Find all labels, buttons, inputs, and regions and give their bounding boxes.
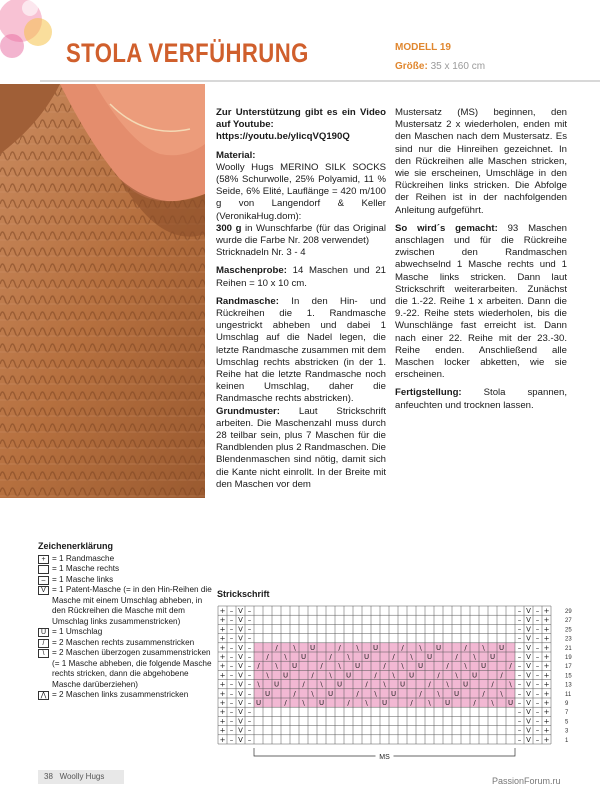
chart-stitch-symbol: + <box>219 717 226 726</box>
chart-stitch-symbol: V <box>238 662 243 671</box>
chart-row-number: 5 <box>565 719 569 726</box>
chart-stitch-symbol: \ <box>347 653 350 661</box>
chart-stitch-symbol: / <box>428 680 431 689</box>
chart-stitch-symbol: – <box>517 643 522 652</box>
legend-item <box>38 585 214 627</box>
chart-stitch-symbol: \ <box>473 653 476 661</box>
legend-text: = 2 Maschen überzogen zusammenstricken (= 1 Masche abheben, die folgende Masche rechts stricken, dann die abgehobene Masche darüberziehen) <box>52 648 212 689</box>
chart-stitch-symbol: \ <box>320 680 323 689</box>
chart-stitch-symbol: + <box>219 699 226 707</box>
symbol-legend <box>38 541 214 701</box>
chart-stitch-symbol: V <box>238 699 243 707</box>
model-number: MODELL 19 <box>395 42 451 53</box>
instruction-column-2 <box>395 107 567 418</box>
edge-text: In den Hin- und Rückreihen die 1. Randmasche ungestrickt abheben und dabei 1 Umschlag auf die Nadel legen, die letzte Randmasche zusammen mit dem Umschlag rechts abstricken (in der 1. Reihe hat die letzte Randmasche noch keinen Umschlag, daher die Randmasche rechts abstricken). <box>216 295 386 405</box>
chart-stitch-symbol: – <box>517 699 522 707</box>
chart-stitch-symbol: U <box>318 699 325 707</box>
chart-stitch-symbol: / <box>482 689 485 698</box>
chart-stitch-symbol: V <box>526 625 531 634</box>
chart-row-number: 11 <box>565 691 572 698</box>
knit-stitch-icon <box>38 565 49 574</box>
chart-stitch-symbol: V <box>238 671 243 680</box>
chart-stitch-symbol: – <box>229 699 234 707</box>
chart-stitch-symbol: V <box>526 699 531 707</box>
chart-stitch-symbol: – <box>535 662 540 671</box>
knitting-chart <box>216 604 586 764</box>
chart-stitch-symbol: – <box>535 726 540 735</box>
edge-stitch-icon: + <box>38 555 49 564</box>
size-value: 35 x 160 cm <box>430 61 486 72</box>
chart-stitch-symbol: V <box>526 735 531 744</box>
chart-stitch-symbol: / <box>374 671 377 680</box>
chart-stitch-symbol: / <box>419 689 422 698</box>
legend-item <box>38 564 214 575</box>
chart-row-number: 7 <box>565 710 569 717</box>
chart-stitch-symbol: + <box>219 625 226 634</box>
chart-stitch-symbol: V <box>526 708 531 717</box>
chart-stitch-symbol: \ <box>509 680 512 689</box>
chart-stitch-symbol: U <box>471 671 478 680</box>
chart-stitch-symbol: U <box>417 662 424 671</box>
chart-stitch-symbol: U <box>309 643 316 652</box>
chart-stitch-symbol: / <box>365 680 368 689</box>
chart-stitch-symbol: U <box>372 643 379 652</box>
chart-stitch-symbol: / <box>437 671 440 680</box>
chart-stitch-symbol: V <box>238 708 243 717</box>
chart-stitch-symbol: – <box>229 625 234 634</box>
chart-stitch-symbol: U <box>327 689 334 698</box>
chart-stitch-symbol: – <box>247 634 252 643</box>
edge-heading: Randmasche: <box>216 295 279 307</box>
chart-stitch-symbol: \ <box>464 662 467 671</box>
chart-stitch-symbol: V <box>238 735 243 744</box>
chart-stitch-symbol: V <box>526 616 531 625</box>
legend-item <box>38 554 214 565</box>
chart-stitch-symbol: \ <box>257 680 260 689</box>
page-footer <box>38 770 124 784</box>
chart-stitch-symbol: \ <box>383 680 386 689</box>
purl-stitch-icon: – <box>38 576 49 585</box>
chart-stitch-symbol: – <box>247 680 252 689</box>
chart-stitch-symbol: – <box>247 708 252 717</box>
chart-stitch-symbol: V <box>238 726 243 735</box>
chart-stitch-symbol: / <box>347 699 350 707</box>
chart-row-number: 21 <box>565 645 572 652</box>
chart-stitch-symbol: – <box>535 634 540 643</box>
chart-stitch-symbol: – <box>229 680 234 689</box>
chart-stitch-symbol: – <box>535 607 540 615</box>
yarn-text: in Wunschfarbe (für das Original wurde die Farbe Nr. 208 verwendet) <box>216 222 386 247</box>
chart-stitch-symbol: V <box>526 680 531 689</box>
chart-row-number: 25 <box>565 627 572 634</box>
chart-stitch-symbol: – <box>517 616 522 625</box>
chart-stitch-symbol: U <box>480 662 487 671</box>
chart-stitch-symbol: – <box>535 680 540 689</box>
chart-stitch-symbol: – <box>517 708 522 717</box>
legend-item <box>38 575 214 586</box>
legend-text: = 2 Maschen links zusammenstricken <box>52 690 189 699</box>
chart-stitch-symbol: / <box>302 680 305 689</box>
chart-stitch-symbol: / <box>275 643 278 652</box>
watercolor-splash-icon <box>0 0 70 80</box>
page-title: STOLA VERFÜHRUNG <box>66 38 309 68</box>
ms-label: MS <box>379 754 390 761</box>
chart-row-number: 15 <box>565 673 572 680</box>
chart-row-number: 17 <box>565 664 572 671</box>
chart-stitch-symbol: U <box>264 689 271 698</box>
chart-stitch-symbol: – <box>229 616 234 625</box>
chart-stitch-symbol: + <box>219 735 226 744</box>
chart-stitch-symbol: V <box>526 671 531 680</box>
chart-stitch-symbol: V <box>526 653 531 661</box>
chart-stitch-symbol: / <box>266 653 269 661</box>
chart-stitch-symbol: + <box>219 634 226 643</box>
chart-stitch-symbol: – <box>229 708 234 717</box>
chart-stitch-symbol: – <box>535 717 540 726</box>
chart-stitch-symbol: – <box>247 643 252 652</box>
gauge-heading: Maschenprobe: <box>216 265 287 277</box>
chart-stitch-symbol: – <box>229 653 234 661</box>
chart-stitch-symbol: + <box>219 662 226 671</box>
size-info <box>395 61 485 72</box>
howto-text: 93 Maschen anschlagen und für die Rückreihe zwischen den Randmaschen abwechselnd 1 Masche rechts und 1 Masche links stricken. Dann laut Strickschrift weiterarbeiten. Zunächst die 1.-22. Reihe 1 x arbeiten. Dann die 9.-22. Reihe stets wiederholen, bis die Wunschlänge fast erreicht ist. Dann nach einer 22. Reihe mit der 23.-30. Reihe enden. Anschließend alle Maschen locker abketten, wie sie erscheinen. <box>395 222 567 381</box>
chart-row-number: 13 <box>565 682 572 689</box>
chart-stitch-symbol: V <box>238 717 243 726</box>
chart-stitch-symbol: U <box>345 671 352 680</box>
chart-stitch-symbol: – <box>247 662 252 671</box>
chart-stitch-symbol: + <box>543 643 550 652</box>
chart-stitch-symbol: U <box>390 689 397 698</box>
chart-stitch-symbol: U <box>444 699 451 707</box>
chart-stitch-symbol: V <box>238 680 243 689</box>
chart-stitch-symbol: \ <box>266 671 269 680</box>
chart-stitch-symbol: \ <box>293 643 296 652</box>
chart-stitch-symbol: + <box>543 625 550 634</box>
chart-stitch-symbol: U <box>462 680 469 689</box>
chart-stitch-symbol: – <box>247 699 252 707</box>
pattern-continued: Mustersatz (MS) beginnen, den Mustersatz 2 x wiederholen, enden mit den Maschen nach dem Mustersatz. Es sind nur die Hinreihen gezeichnet. In den Rückreihen alle Maschen stricken, wie sie erscheinen, Umschläge in den Rückreihen links stricken. Die Abfolge der Reihen ist in der nachfolgenden Anleitung aufgeführt. <box>395 107 567 216</box>
chart-stitch-symbol: \ <box>482 643 485 652</box>
chart-stitch-symbol: + <box>543 726 550 735</box>
chart-stitch-symbol: \ <box>302 699 305 707</box>
chart-stitch-symbol: \ <box>392 671 395 680</box>
legend-title: Zeichenerklärung <box>38 541 114 551</box>
chart-stitch-symbol: – <box>517 653 522 661</box>
chart-stitch-symbol: – <box>535 699 540 707</box>
chart-stitch-symbol: – <box>517 680 522 689</box>
chart-stitch-symbol: – <box>517 634 522 643</box>
chart-stitch-symbol: / <box>383 662 386 671</box>
chart-stitch-symbol: – <box>229 671 234 680</box>
chart-stitch-symbol: \ <box>356 643 359 652</box>
chart-stitch-symbol: – <box>517 625 522 634</box>
chart-stitch-symbol: / <box>410 699 413 707</box>
pattern-heading: Grundmuster: <box>216 405 280 417</box>
chart-stitch-symbol: \ <box>419 643 422 652</box>
chart-stitch-symbol: / <box>284 699 287 707</box>
ssk-icon: \ <box>38 649 49 658</box>
chart-stitch-symbol: – <box>517 735 522 744</box>
chart-stitch-symbol: / <box>392 653 395 661</box>
chart-stitch-symbol: \ <box>374 689 377 698</box>
watermark: PassionForum.ru <box>492 776 561 786</box>
material-text: Woolly Hugs MERINO SILK SOCKS (58% Schurwolle, 25% Polyamid, 11 % Seide, 6% Elité, Lauflänge = 420 m/100 g von Langendorf & Keller (VeronikaHug.dom): <box>216 161 386 222</box>
instruction-column-1 <box>216 107 386 497</box>
chart-stitch-symbol: \ <box>311 689 314 698</box>
chart-stitch-symbol: + <box>219 689 226 698</box>
chart-stitch-symbol: \ <box>338 662 341 671</box>
chart-stitch-symbol: \ <box>428 699 431 707</box>
chart-stitch-symbol: – <box>517 607 522 615</box>
chart-stitch-symbol: – <box>535 689 540 698</box>
chart-stitch-symbol: – <box>247 689 252 698</box>
chart-stitch-symbol: – <box>535 616 540 625</box>
chart-stitch-symbol: – <box>229 607 234 615</box>
chart-stitch-symbol: \ <box>410 653 413 661</box>
chart-stitch-symbol: / <box>311 671 314 680</box>
chart-row-number: 27 <box>565 618 572 625</box>
chart-stitch-symbol: – <box>247 653 252 661</box>
chart-stitch-symbol: / <box>473 699 476 707</box>
chart-stitch-symbol: – <box>247 616 252 625</box>
chart-stitch-symbol: + <box>219 643 226 652</box>
chart-stitch-symbol: + <box>543 708 550 717</box>
legend-item <box>38 627 214 638</box>
chart-stitch-symbol: U <box>453 689 460 698</box>
chart-row-number: 19 <box>565 655 572 661</box>
chart-stitch-symbol: \ <box>437 689 440 698</box>
material-heading: Material: <box>216 149 256 161</box>
legend-item <box>38 690 214 701</box>
chart-stitch-symbol: – <box>535 735 540 744</box>
chart-stitch-symbol: V <box>526 662 531 671</box>
chart-row-number: 1 <box>565 737 569 744</box>
chart-stitch-symbol: U <box>399 680 406 689</box>
chart-stitch-symbol: + <box>219 616 226 625</box>
p2tog-icon: ⋀ <box>38 691 49 700</box>
chart-stitch-symbol: – <box>535 625 540 634</box>
chart-stitch-symbol: + <box>219 607 226 615</box>
chart-stitch-symbol: U <box>426 653 433 661</box>
chart-stitch-symbol: U <box>273 680 280 689</box>
patent-stitch-icon: V <box>38 586 49 595</box>
chart-stitch-symbol: – <box>247 671 252 680</box>
legend-item <box>38 648 214 690</box>
chart-stitch-symbol: + <box>219 708 226 717</box>
chart-stitch-symbol: U <box>435 643 442 652</box>
chart-stitch-symbol: + <box>543 680 550 689</box>
chart-stitch-symbol: U <box>336 680 343 689</box>
chart-stitch-symbol: / <box>329 653 332 661</box>
chart-stitch-symbol: + <box>543 616 550 625</box>
legend-text: = 1 Umschlag <box>52 627 103 636</box>
chart-stitch-symbol: \ <box>500 689 503 698</box>
video-intro: Zur Unterstützung gibt es ein Video auf Youtube: <box>216 107 386 131</box>
chart-stitch-symbol: U <box>300 653 307 661</box>
chart-row-number: 9 <box>565 701 569 707</box>
chart-stitch-symbol: V <box>238 634 243 643</box>
chart-stitch-symbol: \ <box>329 671 332 680</box>
chart-stitch-symbol: / <box>500 671 503 680</box>
chart-stitch-symbol: U <box>255 699 262 707</box>
chart-title: Strickschrift <box>217 589 270 599</box>
chart-stitch-symbol: + <box>543 653 550 661</box>
chart-stitch-symbol: + <box>543 671 550 680</box>
chart-stitch-symbol: – <box>229 726 234 735</box>
chart-stitch-symbol: – <box>247 717 252 726</box>
chart-stitch-symbol: / <box>455 653 458 661</box>
video-link[interactable]: https://youtu.be/ylicqVQ190Q <box>216 131 350 143</box>
chart-stitch-symbol: – <box>229 634 234 643</box>
chart-stitch-symbol: – <box>517 726 522 735</box>
chart-stitch-symbol: V <box>526 726 531 735</box>
chart-stitch-symbol: U <box>363 653 370 661</box>
chart-stitch-symbol: U <box>354 662 361 671</box>
chart-stitch-symbol: V <box>526 607 531 615</box>
yarn-over-icon: U <box>38 628 49 637</box>
chart-stitch-symbol: – <box>517 689 522 698</box>
chart-stitch-symbol: + <box>219 653 226 661</box>
chart-stitch-symbol: V <box>238 643 243 652</box>
chart-stitch-symbol: / <box>356 689 359 698</box>
chart-stitch-symbol: \ <box>365 699 368 707</box>
chart-stitch-symbol: + <box>219 671 226 680</box>
chart-stitch-symbol: – <box>517 717 522 726</box>
needles-text: Stricknadeln Nr. 3 - 4 <box>216 247 306 259</box>
header-divider <box>40 80 600 82</box>
chart-stitch-symbol: – <box>535 653 540 661</box>
chart-stitch-symbol: / <box>446 662 449 671</box>
chart-stitch-symbol: V <box>526 717 531 726</box>
chart-stitch-symbol: – <box>535 708 540 717</box>
chart-stitch-symbol: U <box>291 662 298 671</box>
chart-stitch-symbol: / <box>401 643 404 652</box>
chart-stitch-symbol: – <box>229 643 234 652</box>
chart-stitch-symbol: – <box>535 643 540 652</box>
chart-stitch-symbol: – <box>517 671 522 680</box>
chart-stitch-symbol: + <box>543 662 550 671</box>
chart-stitch-symbol: / <box>509 662 512 671</box>
chart-stitch-symbol: – <box>229 689 234 698</box>
legend-text: = 1 Masche links <box>52 574 114 584</box>
chart-stitch-symbol: + <box>543 634 550 643</box>
chart-stitch-symbol: – <box>247 735 252 744</box>
chart-stitch-symbol: / <box>491 680 494 689</box>
chart-stitch-symbol: V <box>238 689 243 698</box>
chart-stitch-symbol: + <box>543 607 550 615</box>
chart-stitch-symbol: + <box>543 699 550 707</box>
chart-stitch-symbol: U <box>489 653 496 661</box>
chart-stitch-symbol: / <box>338 643 341 652</box>
chart-stitch-symbol: – <box>229 662 234 671</box>
chart-stitch-symbol: V <box>238 616 243 625</box>
yarn-amount: 300 g <box>216 222 242 234</box>
chart-stitch-symbol: V <box>238 653 243 661</box>
k2tog-icon: / <box>38 639 49 648</box>
legend-text: = 2 Maschen rechts zusammenstricken <box>52 637 195 647</box>
chart-stitch-symbol: / <box>464 643 467 652</box>
chart-stitch-symbol: – <box>535 671 540 680</box>
chart-stitch-symbol: V <box>526 689 531 698</box>
legend-text: = 1 Patent-Masche (= in den Hin-Reihen die Masche mit einem Umschlag abheben, in den Rückreihen die Masche mit dem Umschlag links zusammenstricken) <box>52 585 212 626</box>
chart-stitch-symbol: / <box>257 662 260 671</box>
chart-stitch-symbol: + <box>219 680 226 689</box>
chart-stitch-symbol: U <box>498 643 505 652</box>
chart-stitch-symbol: \ <box>284 653 287 661</box>
legend-text: = 1 Randmasche <box>52 553 115 563</box>
chart-stitch-symbol: U <box>507 699 514 707</box>
chart-stitch-symbol: – <box>247 625 252 634</box>
stole-photo <box>0 84 205 498</box>
chart-stitch-symbol: V <box>526 634 531 643</box>
chart-stitch-symbol: \ <box>275 662 278 671</box>
chart-stitch-symbol: + <box>543 735 550 744</box>
page-number: 38 <box>44 772 53 781</box>
chart-row-number: 3 <box>565 728 569 735</box>
chart-stitch-symbol: V <box>238 607 243 615</box>
chart-stitch-symbol: – <box>247 726 252 735</box>
chart-stitch-symbol: / <box>320 662 323 671</box>
chart-stitch-symbol: V <box>526 643 531 652</box>
size-label: Größe: <box>395 61 428 72</box>
chart-stitch-symbol: – <box>229 735 234 744</box>
howto-heading: So wird´s gemacht: <box>395 222 498 234</box>
chart-stitch-symbol: + <box>543 689 550 698</box>
chart-stitch-symbol: / <box>293 689 296 698</box>
legend-text: = 1 Masche rechts <box>52 564 120 573</box>
chart-stitch-symbol: \ <box>455 671 458 680</box>
chart-stitch-symbol: – <box>247 607 252 615</box>
chart-stitch-symbol: + <box>543 717 550 726</box>
finish-heading: Fertigstellung: <box>395 387 462 399</box>
chart-stitch-symbol: – <box>517 662 522 671</box>
legend-item <box>38 638 214 649</box>
pattern-text: Laut Strickschrift arbeiten. Die Maschenzahl muss durch 28 teilbar sein, plus 7 Maschen für die Randblenden plus 2 Randmaschen. Die Blendenmaschen sind nötig, damit sich die Kante nicht einrollt. In der Breite mit den Maschen vor dem <box>216 405 386 490</box>
chart-stitch-symbol: U <box>381 699 388 707</box>
chart-stitch-symbol: \ <box>446 680 449 689</box>
footer-brand: Woolly Hugs <box>59 772 105 781</box>
chart-stitch-symbol: V <box>238 625 243 634</box>
chart-row-number: 29 <box>565 609 572 615</box>
gauge-text: 14 Maschen und 21 Reihen = 10 x 10 cm. <box>216 265 386 289</box>
knit-texture-image <box>0 84 205 498</box>
chart-stitch-symbol: U <box>282 671 289 680</box>
chart-stitch-symbol: + <box>219 726 226 735</box>
finish-text: Stola spannen, anfeuchten und trocknen lassen. <box>395 387 567 411</box>
chart-stitch-symbol: – <box>229 717 234 726</box>
chart-stitch-symbol: \ <box>401 662 404 671</box>
chart-stitch-symbol: U <box>408 671 415 680</box>
chart-row-number: 23 <box>565 636 572 643</box>
chart-stitch-symbol: \ <box>491 699 494 707</box>
